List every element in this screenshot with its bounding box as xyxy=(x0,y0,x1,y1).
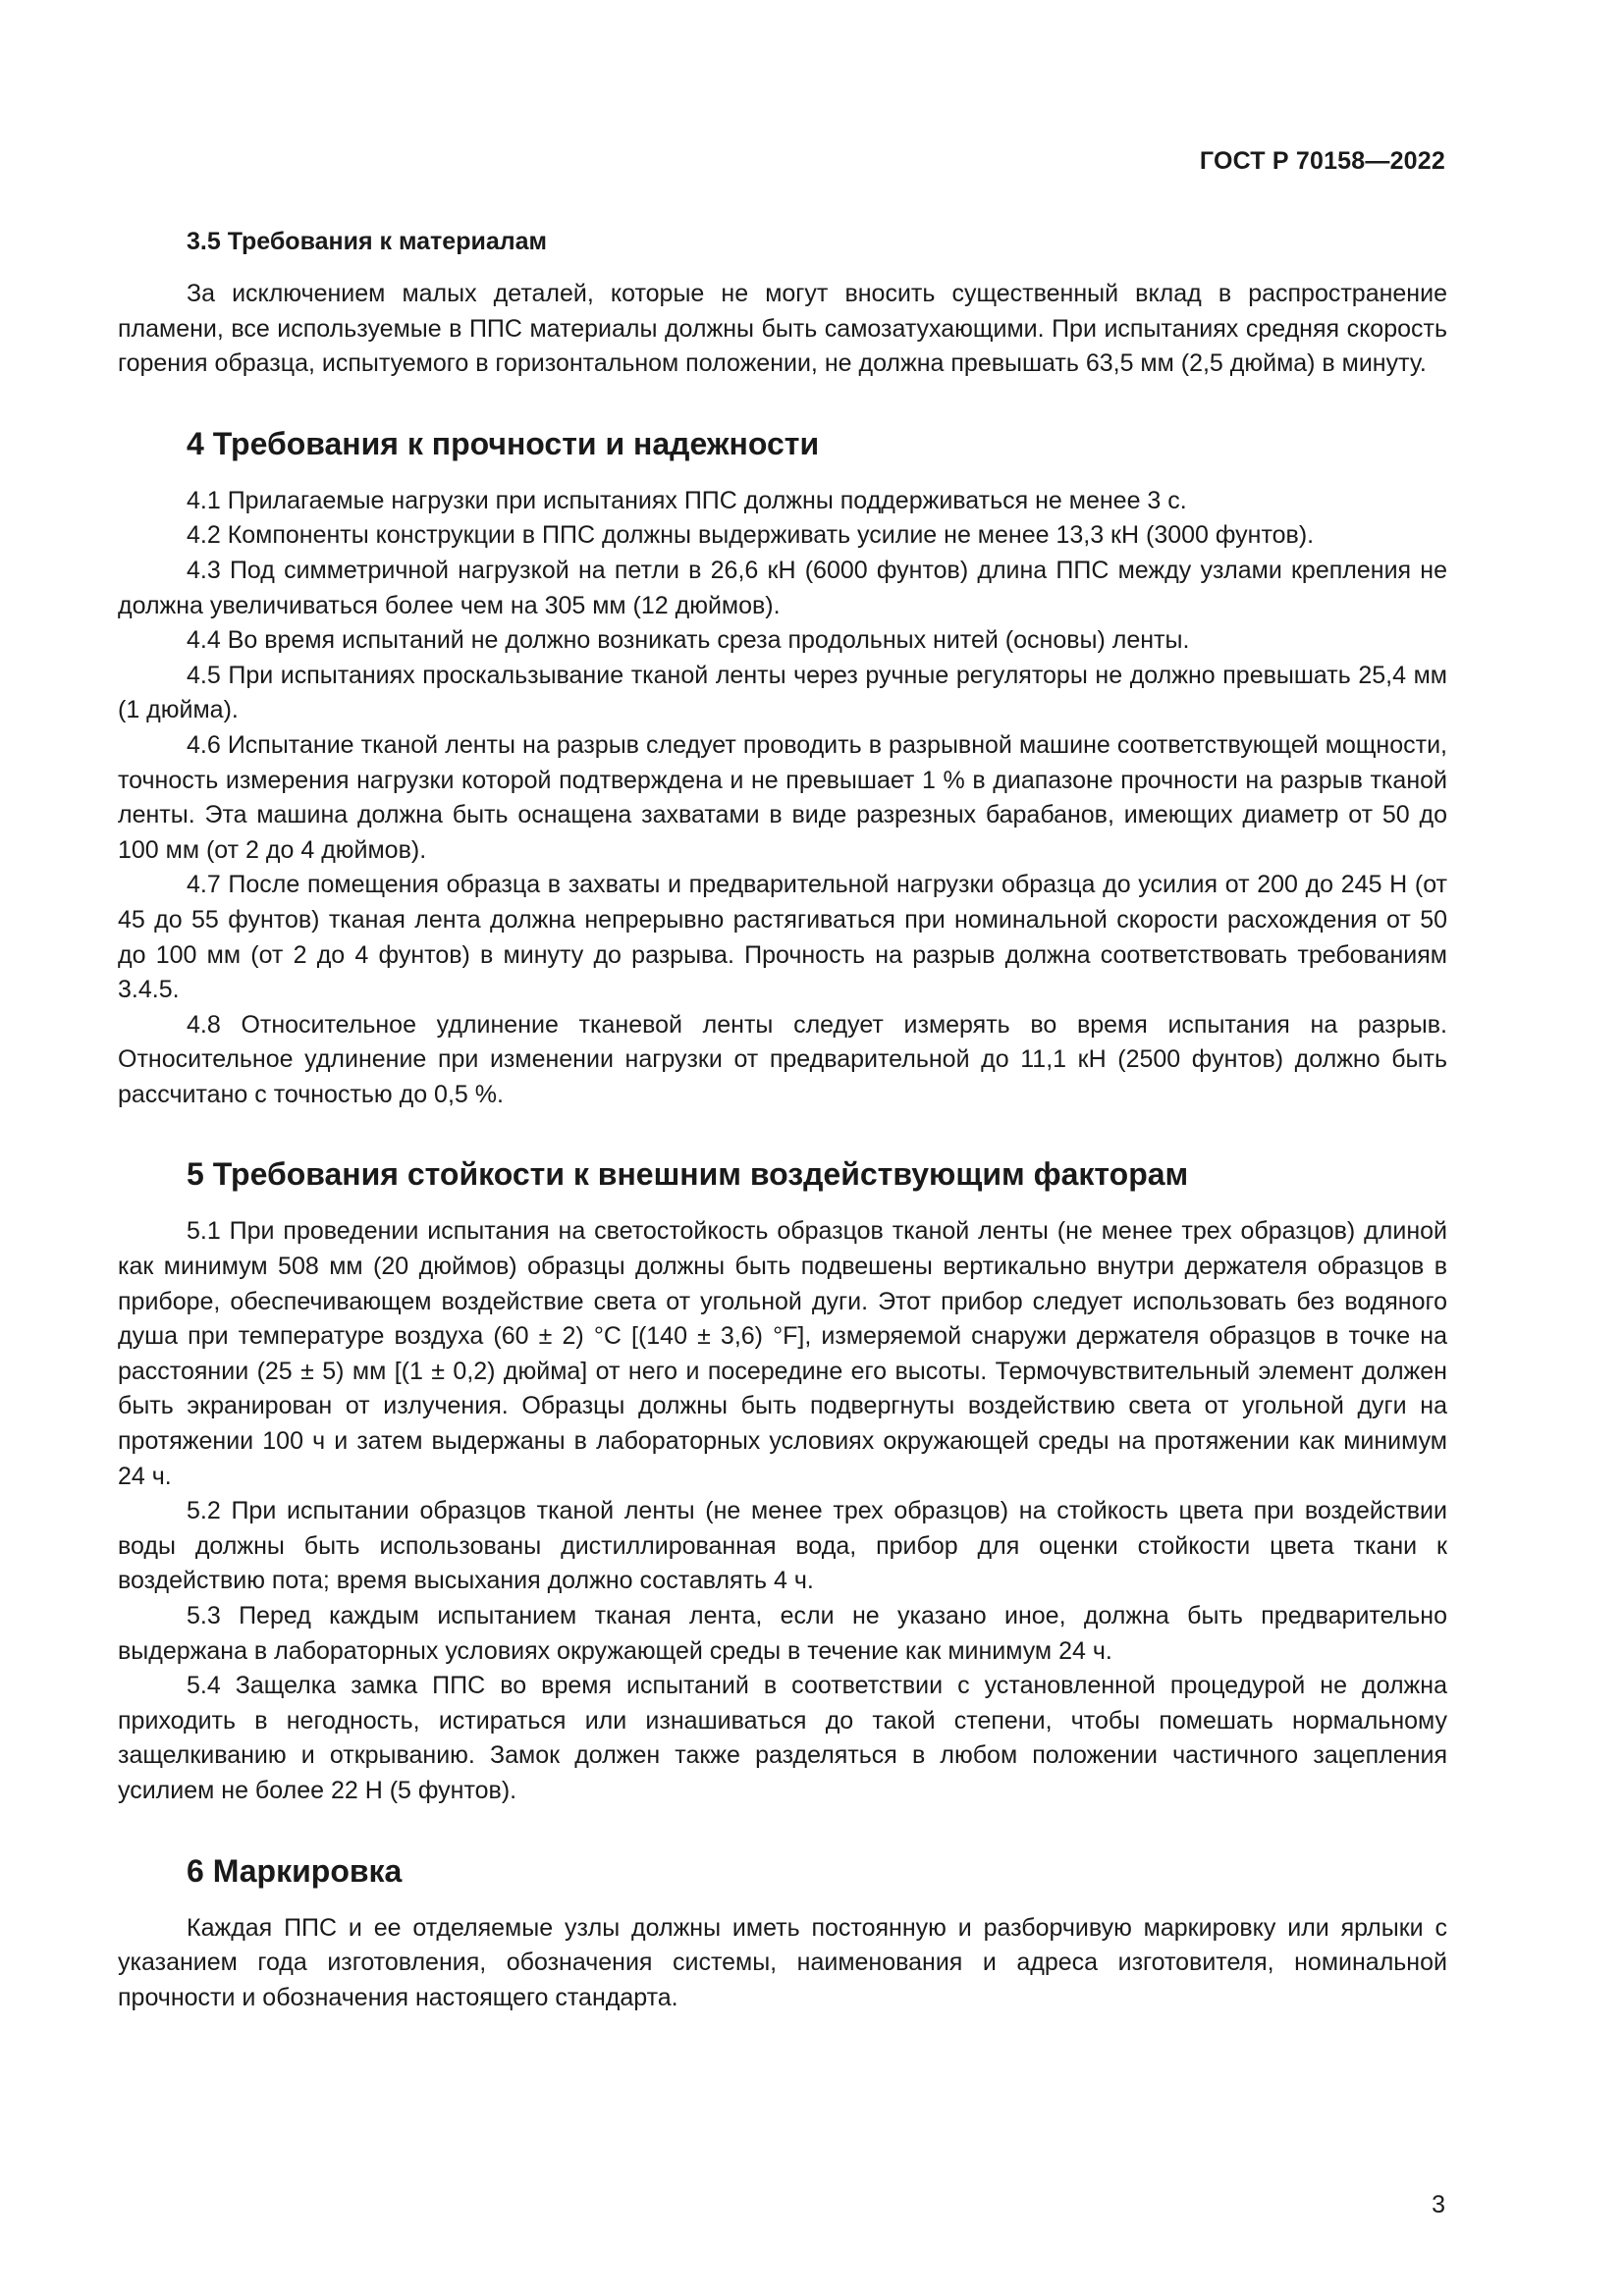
paragraph-5-2: 5.2 При испытании образцов тканой ленты (не менее трех образцов) на стойкость цвета при воздействии воды должны быть использованы дистиллированная вода, прибор для оценки стойкости цвета ткани к воздействию пота; время высыхания должно составлять 4 ч. xyxy=(118,1497,1447,1595)
paragraph-4-2: 4.2 Компоненты конструкции в ППС должны выдерживать усилие не менее 13,3 кН (3000 фунтов). xyxy=(187,521,1315,550)
document-header: ГОСТ Р 70158—2022 xyxy=(1199,147,1445,175)
section-title-5: 5 Требования стойкости к внешним воздействующим факторам xyxy=(187,1156,1189,1193)
paragraph-4-7: 4.7 После помещения образца в захваты и предварительной нагрузки образца до усилия от 200 до 245 Н (от 45 до 55 фунтов) тканая лента должна непрерывно растягиваться при номинальной скорости расхождения от 50 до 100 мм (от 2 до 4 фунтов) в минуту до разрыва. Прочность на разрыв должна соответствовать требованиям 3.4.5. xyxy=(118,871,1447,1004)
section-title-6: 6 Маркировка xyxy=(187,1852,403,1889)
page-number: 3 xyxy=(1432,2191,1445,2218)
paragraph-5-3: 5.3 Перед каждым испытанием тканая лента, если не указано иное, должна быть предварительно выдержана в лабораторных условиях окружающей среды в течение как минимум 24 ч. xyxy=(118,1602,1447,1665)
paragraph-5-1: 5.1 При проведении испытания на светостойкость образцов тканой ленты (не менее трех образцов) длиной как минимум 508 мм (20 дюймов) образцы должны быть подвешены вертикально внутри держателя образцов в приборе, обеспечивающем воздействие света от угольной дуги. Этот прибор следует использовать без водяного душа при температуре воздуха (60 ± 2) °С [(140 ± 3,6) °F], измеряемой снаружи держателя образцов в точке на расстоянии (25 ± 5) мм [(1 ± 0,2) дюйма] от него и посередине его высоты. Термочувствительный элемент должен быть экранирован от излучения. Образцы должны быть подвергнуты воздействию света от угольной дуги на протяжении 100 ч и затем выдержаны в лабораторных условиях окружающей среды на протяжении как минимум 24 ч. xyxy=(118,1217,1447,1490)
paragraph-6: Каждая ППС и ее отделяемые узлы должны иметь постоянную и разборчивую маркировку или ярлыки с указанием года изготовления, обозначения системы, наименования и адреса изготовителя, номинальной прочности и обозначения настоящего стандарта. xyxy=(118,1913,1447,2011)
paragraph-4-8: 4.8 Относительное удлинение тканевой ленты следует измерять во время испытания на разрыв. Относительное удлинение при изменении нагрузки от предварительной до 11,1 кН (2500 фунтов) должно быть рассчитано с точностью до 0,5 %. xyxy=(118,1010,1447,1108)
paragraph-4-5: 4.5 При испытаниях проскальзывание тканой ленты через ручные регуляторы не должно превышать 25,4 мм (1 дюйма). xyxy=(118,661,1447,724)
section-title-4: 4 Требования к прочности и надежности xyxy=(187,425,820,461)
paragraph-5-4: 5.4 Защелка замка ППС во время испытаний в соответствии с установленной процедурой не должна приходить в негодность, истираться или изнашиваться до такой степени, чтобы помешать нормальному защелкиванию и открыванию. Замок должен также разделяться в любом положении частичного зацепления усилием не более 22 Н (5 фунтов). xyxy=(118,1672,1447,1804)
paragraph-4-4: 4.4 Во время испытаний не должно возникать среза продольных нитей (основы) ленты. xyxy=(187,626,1190,655)
subsection-title-3-5: 3.5 Требования к материалам xyxy=(187,228,548,255)
paragraph-4-1: 4.1 Прилагаемые нагрузки при испытаниях ППС должны поддерживаться не менее 3 с. xyxy=(187,486,1187,514)
paragraph-3-5: За исключением малых деталей, которые не могут вносить существенный вклад в распространение пламени, все используемые в ППС материалы должны быть самозатухающими. При испытаниях средняя скорость горения образца, испытуемого в горизонтальном положении, не должна превышать 63,5 мм (2,5 дюйма) в минуту. xyxy=(118,280,1447,378)
paragraph-4-6: 4.6 Испытание тканой ленты на разрыв следует проводить в разрывной машине соответствующей мощности, точность измерения нагрузки которой подтверждена и не превышает 1 % в диапазоне прочности на разрыв тканой ленты. Эта машина должна быть оснащена захватами в виде разрезных барабанов, имеющих диаметр от 50 до 100 мм (от 2 до 4 дюймов). xyxy=(118,730,1447,864)
document-body xyxy=(118,226,1447,2015)
paragraph-4-3: 4.3 Под симметричной нагрузкой на петли в 26,6 кН (6000 фунтов) длина ППС между узлами крепления не должна увеличиваться более чем на 305 мм (12 дюймов). xyxy=(118,556,1447,619)
